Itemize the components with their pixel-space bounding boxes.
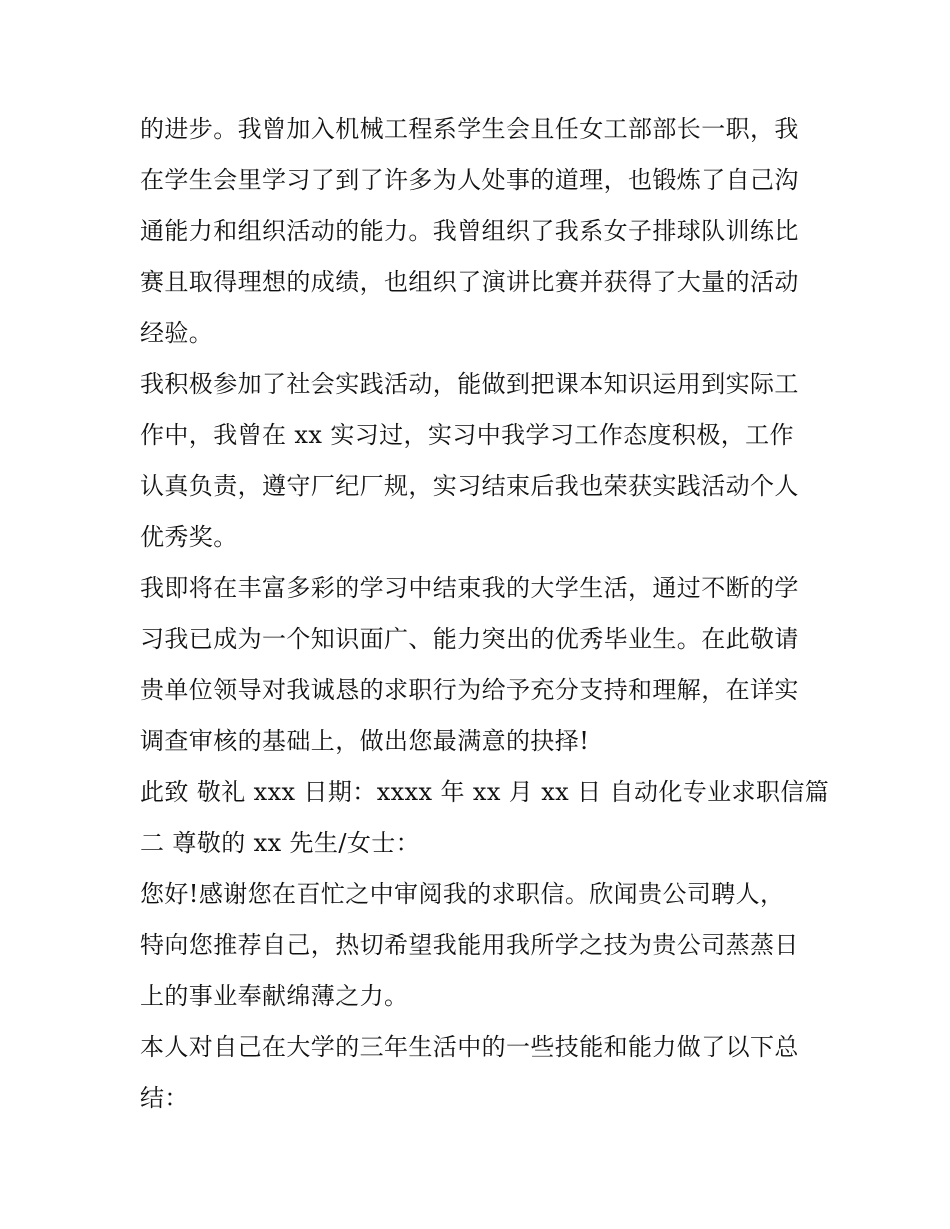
text-line: 优秀奖。 [140, 523, 238, 551]
text-line: 此致 敬礼 xxx 日期：xxxx 年 xx 月 xx 日 自动化专业求职信篇 [140, 778, 830, 806]
text-line: 本人对自己在大学的三年生活中的一些技能和能力做了以下总 [140, 1033, 799, 1061]
text-line: 特向您推荐自己，热切希望我能用我所学之技为贵公司蒸蒸日 [140, 931, 799, 959]
text-line: 您好!感谢您在百忙之中审阅我的求职信。欣闻贵公司聘人， [140, 880, 785, 908]
text-line: 二 尊敬的 xx 先生/女士： [140, 829, 421, 857]
text-line: 通能力和组织活动的能力。我曾组织了我系女子排球队训练比 [140, 217, 799, 245]
text-line: 赛且取得理想的成绩，也组织了演讲比赛并获得了大量的活动 [140, 268, 799, 296]
text-line: 在学生会里学习了到了许多为人处事的道理，也锻炼了自己沟 [140, 166, 799, 194]
text-line: 认真负责，遵守厂纪厂规，实习结束后我也荣获实践活动个人 [140, 472, 799, 500]
text-line: 的进步。我曾加入机械工程系学生会且任女工部部长一职，我 [140, 115, 799, 143]
text-line: 上的事业奉献绵薄之力。 [140, 982, 409, 1010]
text-line: 我即将在丰富多彩的学习中结束我的大学生活，通过不断的学 [140, 574, 799, 602]
text-line: 调查审核的基础上，做出您最满意的抉择! [140, 727, 590, 755]
text-line: 贵单位领导对我诚恳的求职行为给予充分支持和理解，在详实 [140, 676, 799, 704]
text-line: 结： [140, 1084, 189, 1112]
text-line: 作中，我曾在 xx 实习过，实习中我学习工作态度积极，工作 [140, 421, 794, 449]
text-line: 我积极参加了社会实践活动，能做到把课本知识运用到实际工 [140, 370, 799, 398]
text-line: 习我已成为一个知识面广、能力突出的优秀毕业生。在此敬请 [140, 625, 799, 653]
document-body [140, 104, 830, 1124]
text-line: 经验。 [140, 319, 214, 347]
